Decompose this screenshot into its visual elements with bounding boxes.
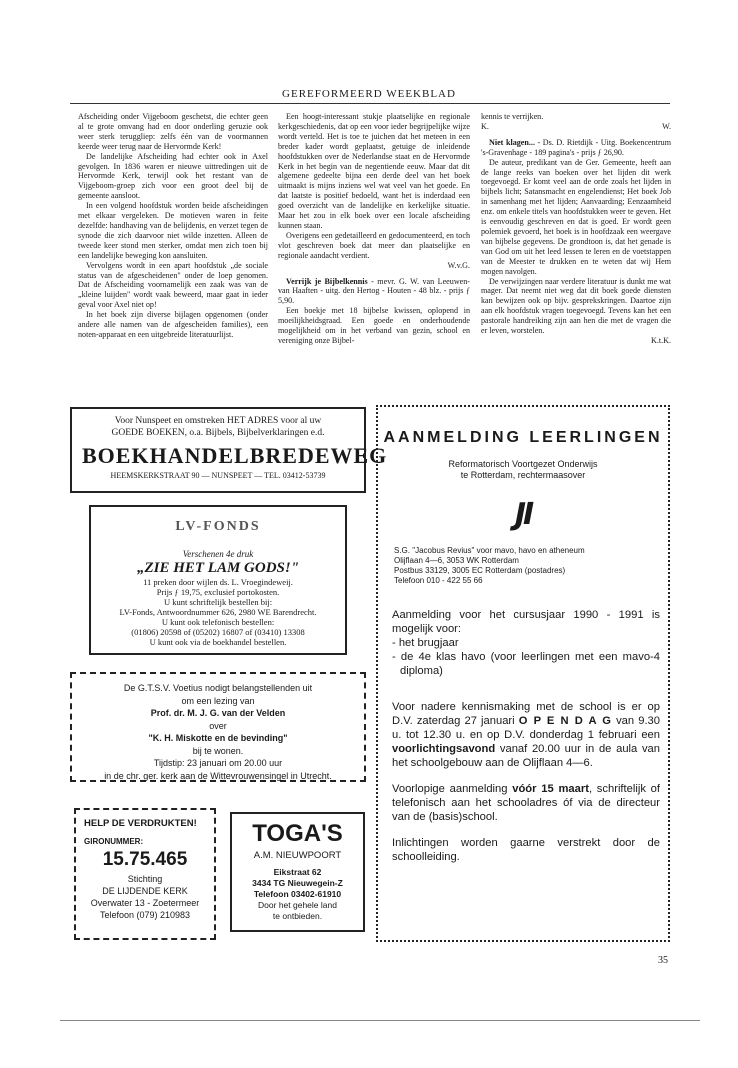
ad-aanmelding-org1: Reformatorisch Voortgezet Onderwijs [448,459,598,469]
ad-aanmelding-addr2: Olijflaan 4—6, 3053 WK Rotterdam [394,556,519,565]
col2-p3: Een boekje met 18 bijbelse kwissen, oplopend in moeilijkheidsgraad. Een goede en onderhoudende mogelijkheid om in het verband van gezin, school en vereniging onze Bijbel- [278,306,470,345]
column-1 [78,112,268,340]
column-2 [278,112,470,346]
ad-aanmelding-p1: Aanmelding voor het cursusjaar 1990 - 1991 is mogelijk voor: [392,609,660,635]
ad-help-l4: Telefoon (079) 210983 [99,910,191,920]
ad-gtsv-l2: om een lezing van [181,695,255,706]
col1-p2: De landelijke Afscheiding had echter ook in Axel gevolgen. In 1836 waren er nieuwe uittredingen uit de Hervormde Kerk, terwijl ook het restant van de Vijgeboom-groep zich voor een groot deel bij de gemeente aansloot. [78,151,268,201]
ad-help-l1: Stichting [127,874,163,884]
ad-aanmelding-p3a: Voorlopige aanmelding [392,783,513,795]
col1-p3: In een volgend hoofdstuk worden beide afscheidingen met elkaar vergeleken. De motieven waren in feite dezelfde: handhaving van de belijdenis, en verzet tegen de synode die zich daarvoor niet wilde inzetten. Alleen de tweede keer stond men sterker, omdat men zich toen bij een landelijke beweging kon aansluiten. [78,201,268,260]
col1-p4: Vervolgens wordt in een apart hoofdstuk „de sociale status van de afgescheidenen" onder de loep genomen. Dat de Afscheiding voornamelijk een zaak was van de „kleine luijden" wordt vaak beweerd, maar gaat in ieder geval voor Axel niet op! [78,260,268,310]
ad-help-l2: DE LIJDENDE KERK [102,886,188,896]
ad-help-giro: 15.75.465 [102,849,188,870]
ad-boekhandel-name-right: BREDEWEG [249,443,388,468]
ad-aanmelding-deadline: vóór 15 maart [512,783,589,795]
ad-lvfonds-title: LV-FONDS [175,519,261,534]
ad-togas [230,812,365,932]
ad-togas-l4: Door het gehele land [258,900,337,910]
header-rule [70,103,670,104]
col2-p1: Een hoogt-interessant stukje plaatselijke en regionale kerkgeschiedenis, dat op een voor ieder begrijpelijke wijze wordt verteld. Het is toe te juichen dat het meteen in een breder kader wordt geplaatst, getuige de inleidende hoofdstukken over de Nederlandse staat en de Hervormde Kerk in het begin van de negentiende eeuw. Maar dat dit algemene gedeelte bijna een derde deel van het boek uitmaakt is mijns inziens wel wat veel van het goede. En dat laatste is positief bedoeld, want het is inderdaad een goed overzicht van de landelijke en kerkelijke situatie. Maar het zou in elk boek over een locale afscheiding kunnen staan. [278,112,470,230]
ad-gtsv-l4: over [209,720,227,731]
ad-togas-l5: te ontbieden. [272,911,323,921]
col3-sig-w: W. [662,121,671,131]
col3-signature: K.t.K. [650,335,671,345]
ad-boekhandel-name-left: BOEKHANDEL [82,443,250,468]
ad-lvfonds-l5: U kunt ook telefonisch bestellen: [161,617,275,627]
col3-review-title: Niet klagen... [489,137,535,147]
ad-aanmelding-b2: - de 4e klas havo (voor leerlingen met een mavo-4 diploma) [392,651,660,677]
ad-lvfonds-l4: LV-Fonds, Antwoordnummer 626, 2980 WE Barendrecht. [119,607,317,617]
ad-aanmelding [376,405,670,942]
col2-review-heading [278,277,470,307]
page-header: GEREFORMEERD WEEKBLAD [282,88,456,100]
ad-gtsv-l7: Tijdstip: 23 januari om 20.00 uur [153,758,283,768]
ad-help-l3: Overwater 13 - Zoetermeer [90,898,200,908]
ad-help-verdrukten [74,808,216,940]
ad-aanmelding-p3c: , schriftelijk of telefonisch aan het schooladres óf via de directeur van de (basis)school. [392,783,661,823]
school-logo: JI [514,497,532,532]
ad-lvfonds-l6: (01806) 20598 of (05202) 16807 of (03410) 13308 [131,627,305,637]
col2-p2: Overigens een gedetailleerd en gedocumenteerd, en toch vlot geschreven boek dat meer dan plaatselijke en regionale aandacht verdient. [278,230,470,260]
ad-help-giro-label: GIRONUMMER: [84,837,144,846]
ad-aanmelding-open-dag: O P E N D A G [518,715,612,727]
ad-boekhandel-line1: Voor Nunspeet en omstreken HET ADRES voor al uw [114,416,322,426]
col3-review-meta: - Ds. D. Rietdijk - Uitg. Boekencentrum 's-Gravenhage - 189 pagina's - prijs ƒ 26,90. [481,137,671,157]
ad-lvfonds [89,505,347,655]
col2-review-title: Verrijk je Bijbelkennis [286,276,368,286]
ad-lvfonds-l7: U kunt ook via de boekhandel bestellen. [149,637,287,647]
col3-p1: De auteur, predikant van de Ger. Gemeente, heeft aan de lange reeks van boeken over het lijden dit werk toegevoegd. Er komt veel aan de orde zoals het lijden in bijbels licht; Satansmacht en engelendienst; Het boek Job in samenhang met het lijden; Aanvaarding; Eenzaamheid enz. om enkele titels van hoofdstukken weer te geven. Het is eenvoudig geschreven en dat is goed. Er wordt geen polemiek gevoerd, het boek is in hoofdzaak een weergave van bijbelse gegevens. De grondtoon is, dat het genade is van God om uit het leed lessen te leren en de voetstappen van de Meester te drukken en te weten dat wij Hem mogen navolgen. [481,157,671,276]
col3-signature-row [481,122,671,132]
col3-sig-k: K. [481,121,489,131]
ad-help-title: HELP DE VERDRUKTEN! [84,818,197,829]
ad-aanmelding-p2c: van 9.30 u. tot 12.30 u. en op D.V. donderdag 1 februari een [392,715,661,741]
col1-p5: In het boek zijn diverse bijlagen opgenomen (onder andere alle namen van de afgescheiden families), een noten-apparaat en een uitgebreide literatuurlijst. [78,310,268,339]
col3-review-heading [481,138,671,158]
ad-gtsv-l5: "K. H. Miskotte en de bevinding" [148,733,288,743]
column-3 [481,112,671,346]
ad-lvfonds-l3: U kunt schriftelijk bestellen bij: [163,597,273,607]
col2-signature: W.v.G. [447,260,470,270]
col3-p2: De verwijzingen naar verdere literatuur is dunkt me wat mager. Dat neemt niet weg dat dit boek goede diensten kan bewijzen ook op bijv. gesprekskringen. Daartoe zijn aan elk hoofdstuk vragen toegevoegd. Tevens kan het een pastorale handreiking zijn aan hen die met de vragen die er leven, worstelen. [481,276,671,336]
ad-gtsv-l1: De G.T.S.V. Voetius nodigt belangstellenden uit [123,683,313,693]
ad-togas-l1: Eikstraat 62 [273,867,322,877]
ad-aanmelding-title: AANMELDING LEERLINGEN [383,429,663,446]
ad-aanmelding-p3 [392,782,660,824]
ad-togas-l2: 3434 TG Nieuwegein-Z [252,878,343,888]
ad-gtsv-l8: in de chr. ger. kerk aan de Wittevrouwensingel in Utrecht. [104,770,332,781]
page-number: 35 [658,955,668,966]
ad-aanmelding-p2e: vanaf 20.00 uur in de aula van het schoolgebouw aan de Olijflaan 4—6. [392,743,660,769]
col1-p1: Afscheiding onder Vijgeboom geschetst, die echter geen al te grote omvang had en door onderling geruzie ook weer sterk teruggliep: zelfs één van de voormannen keerde weer terug naar de Hervormde Kerk! [78,112,268,151]
ad-aanmelding-p2 [392,700,660,770]
bottom-rule [60,1020,700,1021]
ad-aanmelding-addr1: S.G. "Jacobus Revius" voor mavo, havo en atheneum [394,546,585,555]
ad-gtsv-l6: bij te wonen. [192,745,244,756]
ad-lvfonds-l1: 11 preken door wijlen ds. L. Vroegindeweij. [143,577,293,587]
ad-togas-title: TOGA'S [252,820,343,847]
col3-p0: kennis te verrijken. [481,112,544,121]
ad-aanmelding-org2: te Rotterdam, rechtermaasover [460,470,586,480]
ad-aanmelding-addr4: Telefoon 010 - 422 55 66 [394,576,483,585]
ad-boekhandel-line2: GOEDE BOEKEN, o.a. Bijbels, Bijbelverklaringen e.d. [111,428,325,438]
ad-lvfonds-book: „ZIE HET LAM GODS!" [136,560,300,576]
ad-gtsv [70,672,366,782]
ad-togas-sub: A.M. NIEUWPOORT [253,850,342,861]
ad-lvfonds-l2: Prijs ƒ 19,75, exclusief portokosten. [156,587,280,597]
ad-aanmelding-addr3: Postbus 33129, 3005 EC Rotterdam (postadres) [394,566,566,575]
ad-boekhandel-address: HEEMSKERKSTRAAT 90 — NUNSPEET — TEL. 03412-53739 [110,471,326,480]
col2-review-meta: - mevr. G. W. van Leeuwen-van Haaften - uitg. den Hertog - Houten - 48 blz. - prijs ƒ 5,90. [278,276,470,306]
ad-aanmelding-p2a: Voor nadere kennismaking met de school is er op D.V. zaterdag 27 januari [392,701,660,727]
ad-gtsv-l3: Prof. dr. M. J. G. van der Velden [150,708,286,718]
ad-aanmelding-voorlichtingsavond: voorlichtingsavond [392,743,496,755]
ad-aanmelding-p4: Inlichtingen worden gaarne verstrekt door de schoolleiding. [392,837,660,863]
ad-togas-l3: Telefoon 03402-61910 [253,889,342,899]
ad-aanmelding-b1: - het brugjaar [392,637,459,649]
ad-boekhandel [70,407,388,493]
ad-lvfonds-subtitle: Verschenen 4e druk [182,549,254,559]
